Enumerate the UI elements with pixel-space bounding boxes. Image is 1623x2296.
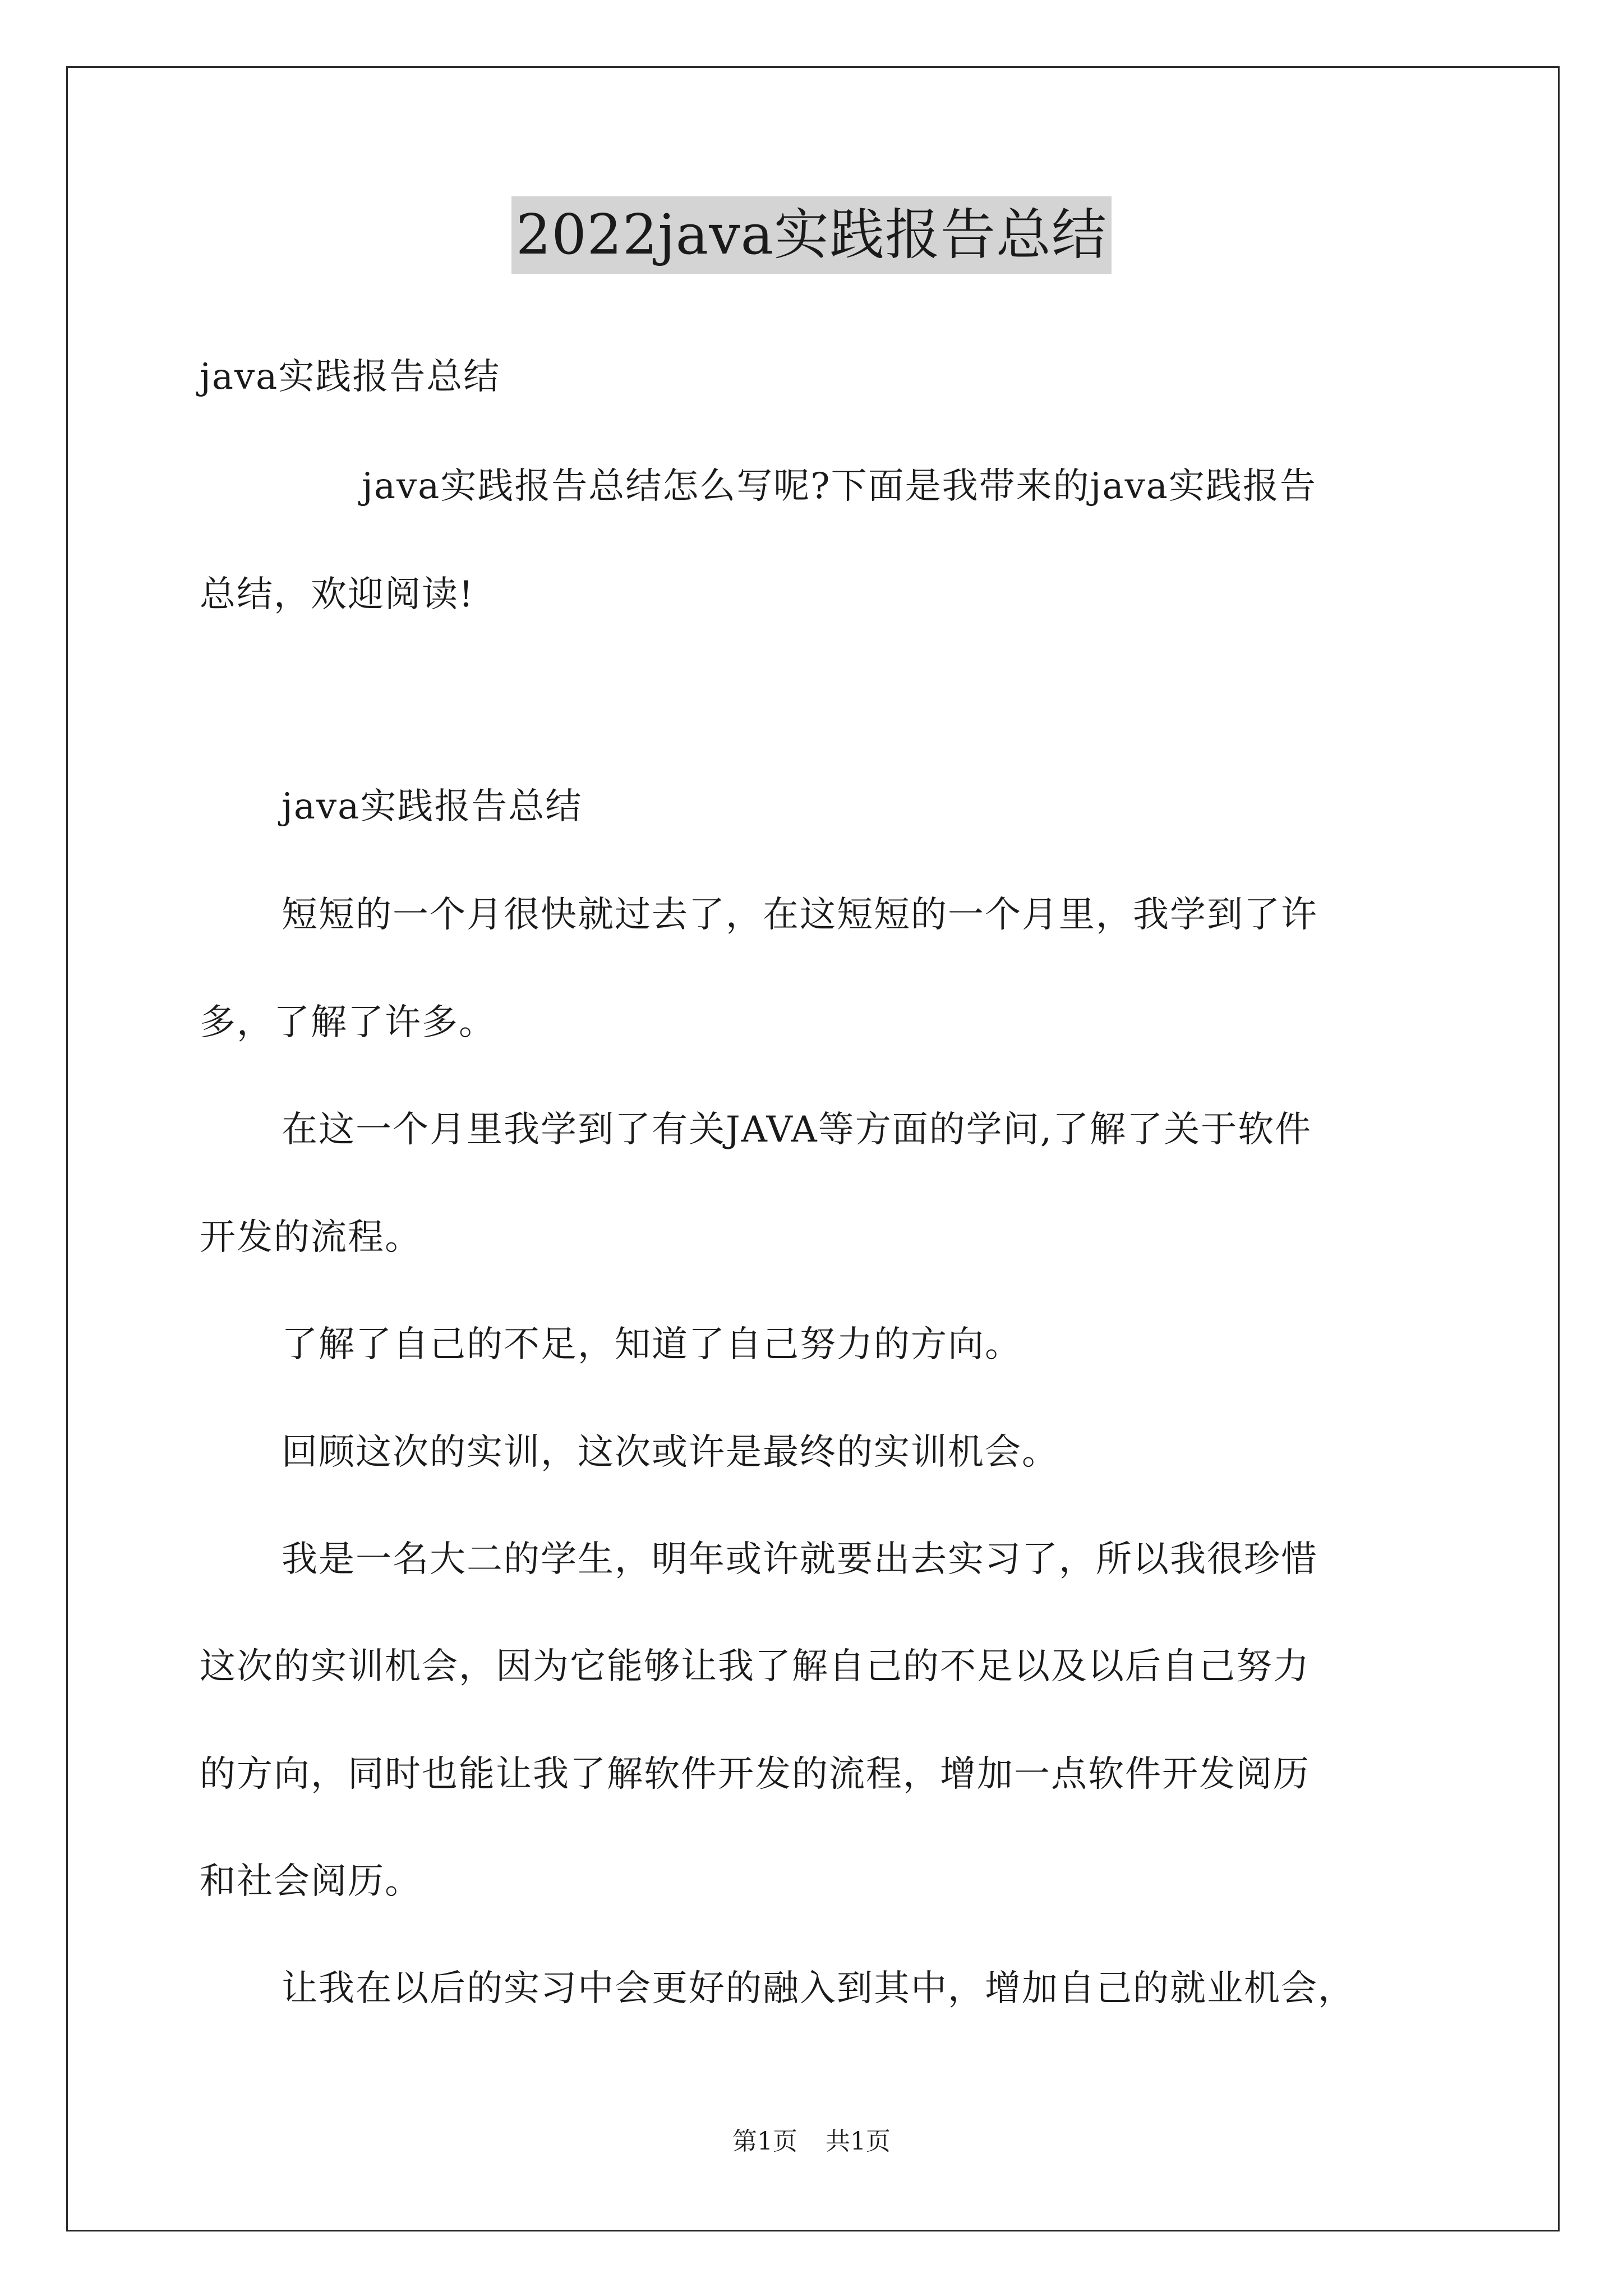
paragraph-4-line-1: 回顾这次的实训，这次或许是最终的实训机会。	[282, 1432, 1059, 1473]
paragraph-5-line-2: 这次的实训机会，因为它能够让我了解自己的不足以及以后自己努力	[200, 1646, 1310, 1687]
paragraph-5-line-3: 的方向，同时也能让我了解软件开发的流程，增加一点软件开发阅历	[200, 1754, 1310, 1795]
paragraph-5-line-4: 和社会阅历。	[200, 1861, 422, 1902]
paragraph-3-line-1: 了解了自己的不足，知道了自己努力的方向。	[282, 1324, 1022, 1365]
subtitle-line: java实践报告总结	[200, 356, 501, 398]
section-heading: java实践报告总结	[282, 786, 583, 827]
page-footer	[0, 2125, 1623, 2159]
paragraph-1-line-2: 多，了解了许多。	[200, 1002, 496, 1043]
document-title: 2022java实践报告总结	[511, 196, 1112, 274]
paragraph-5-line-1: 我是一名大二的学生，明年或许就要出去实习了，所以我很珍惜	[282, 1539, 1318, 1580]
paragraph-6-line-1: 让我在以后的实习中会更好的融入到其中，增加自己的就业机会，	[282, 1968, 1355, 2009]
page-number: 第1页	[732, 2127, 797, 2156]
intro-line-2: 总结，欢迎阅读!	[200, 574, 474, 615]
page-total: 共1页	[826, 2127, 891, 2156]
paragraph-1-line-1: 短短的一个月很快就过去了，在这短短的一个月里，我学到了许	[282, 894, 1318, 936]
paragraph-2-line-2: 开发的流程。	[200, 1217, 422, 1258]
title-container	[0, 196, 1623, 274]
intro-line-1: java实践报告总结怎么写呢?下面是我带来的java实践报告	[362, 466, 1317, 507]
paragraph-2-line-1: 在这一个月里我学到了有关JAVA等方面的学问,了解了关于软件	[282, 1109, 1312, 1151]
